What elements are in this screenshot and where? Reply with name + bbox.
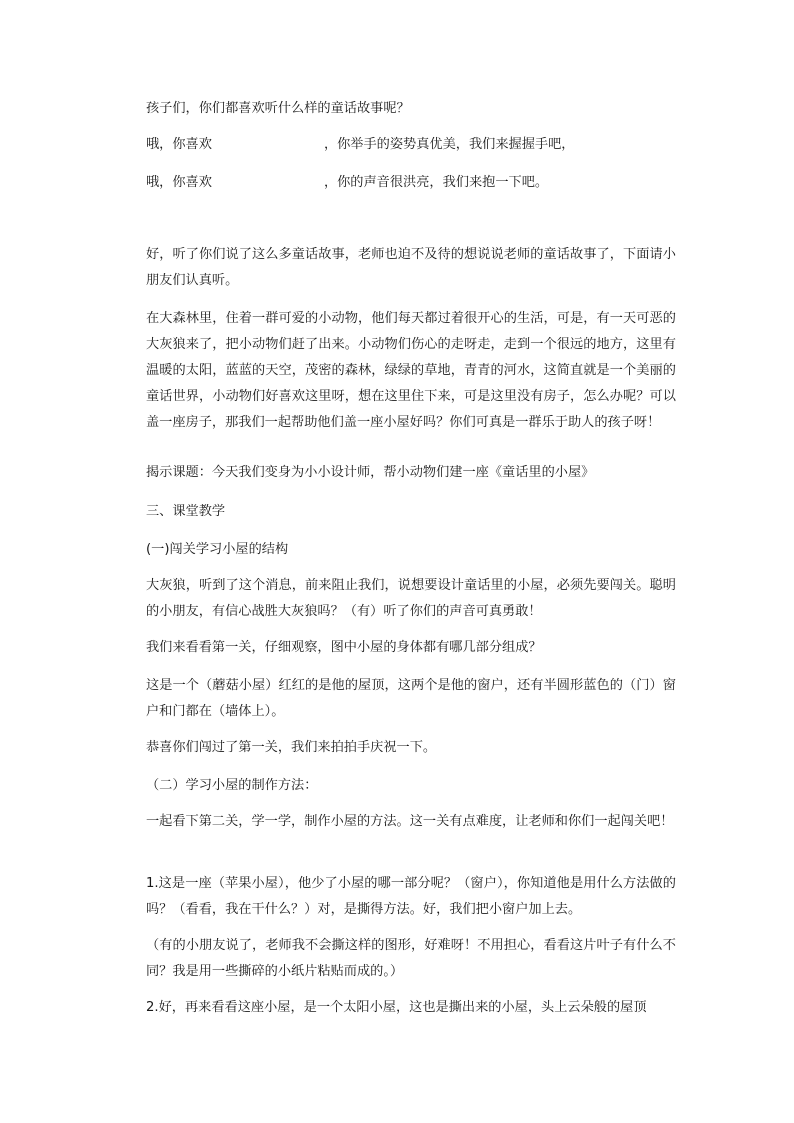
paragraph-wolf: 大灰狼，听到了这个消息，前来阻止我们，说想要设计童话里的小屋，必须先要闯关。聪明的小朋友，有信心战胜大灰狼吗？（有）听了你们的声音可真勇敢！ (146, 578, 676, 619)
response-end: ，你举手的姿势真优美，我们来握握手吧， (323, 137, 575, 152)
paragraph-forest-story: 在大森林里，住着一群可爱的小动物，他们每天都过着很开心的生活，可是，有一天可恶的大灰狼来了，把小动物们赶了出来。小动物们伤心的走呀走，走到一个很远的地方，这里有温暖的太阳，蓝蓝的天空，茂密的森林，绿绿的草地，青青的河水，这简直就是一个美丽的童话世界，小动物们好喜欢这里呀，想在这里住下来，可是这里没有房子，怎么办呢？可以盖一座房子，那我们一起帮助他们盖一座小屋好吗？你们可真是一群乐于助人的孩子呀！ (146, 311, 676, 430)
paragraph-topic: 揭示课题：今天我们变身为小小设计师，帮小动物们建一座《童话里的小屋》 (146, 465, 595, 480)
response-start: 哦，你喜欢 (146, 175, 212, 190)
paragraph-tearing-tip: （有的小朋友说了，老师我不会撕这样的图形，好难呀！不用担心，看看这片叶子有什么不同？我是用一些撕碎的小纸片粘贴而成的。） (146, 938, 676, 979)
paragraph-apple-house: 1.这是一座（苹果小屋），他少了小屋的哪一部分呢？（窗户），你知道他是用什么方法做的吗？（看看，我在干什么？）对，是撕得方法。好，我们把小窗户加上去。 (146, 876, 676, 917)
section-heading: 三、课堂教学 (146, 504, 226, 519)
response-end: ，你的声音很洪亮，我们来抱一下吧。 (323, 175, 549, 190)
question-line: 孩子们，你们都喜欢听什么样的童话故事呢？ (146, 101, 410, 116)
subsection-heading-1: (一)闯关学习小屋的结构 (146, 542, 289, 557)
paragraph-level-two: 一起看下第二关，学一学，制作小屋的方法。这一关有点难度，让老师和你们一起闯关吧！ (146, 814, 674, 829)
subsection-heading-2: （二）学习小屋的制作方法： (146, 778, 318, 793)
response-start: 哦，你喜欢 (146, 137, 212, 152)
paragraph-level-one: 我们来看看第一关，仔细观察，图中小屋的身体都有哪几部分组成？ (146, 640, 542, 655)
paragraph-mushroom-house: 这是一个（蘑菇小屋）红红的是他的屋顶，这两个是他的窗户，还有半圆形蓝色的（门）窗户和门都在（墙体上）。 (146, 678, 676, 719)
response-line-2 (146, 170, 548, 196)
paragraph-story-intro: 好，听了你们说了这么多童话故事，老师也迫不及待的想说说老师的童话故事了，下面请小朋友们认真听。 (146, 247, 676, 288)
paragraph-sun-house: 2.好，再来看看这座小屋，是一个太阳小屋，这也是撕出来的小屋，头上云朵般的屋顶 (146, 1000, 647, 1015)
paragraph-congrats: 恭喜你们闯过了第一关，我们来拍拍手庆祝一下。 (146, 740, 437, 755)
response-line-1 (146, 132, 575, 158)
